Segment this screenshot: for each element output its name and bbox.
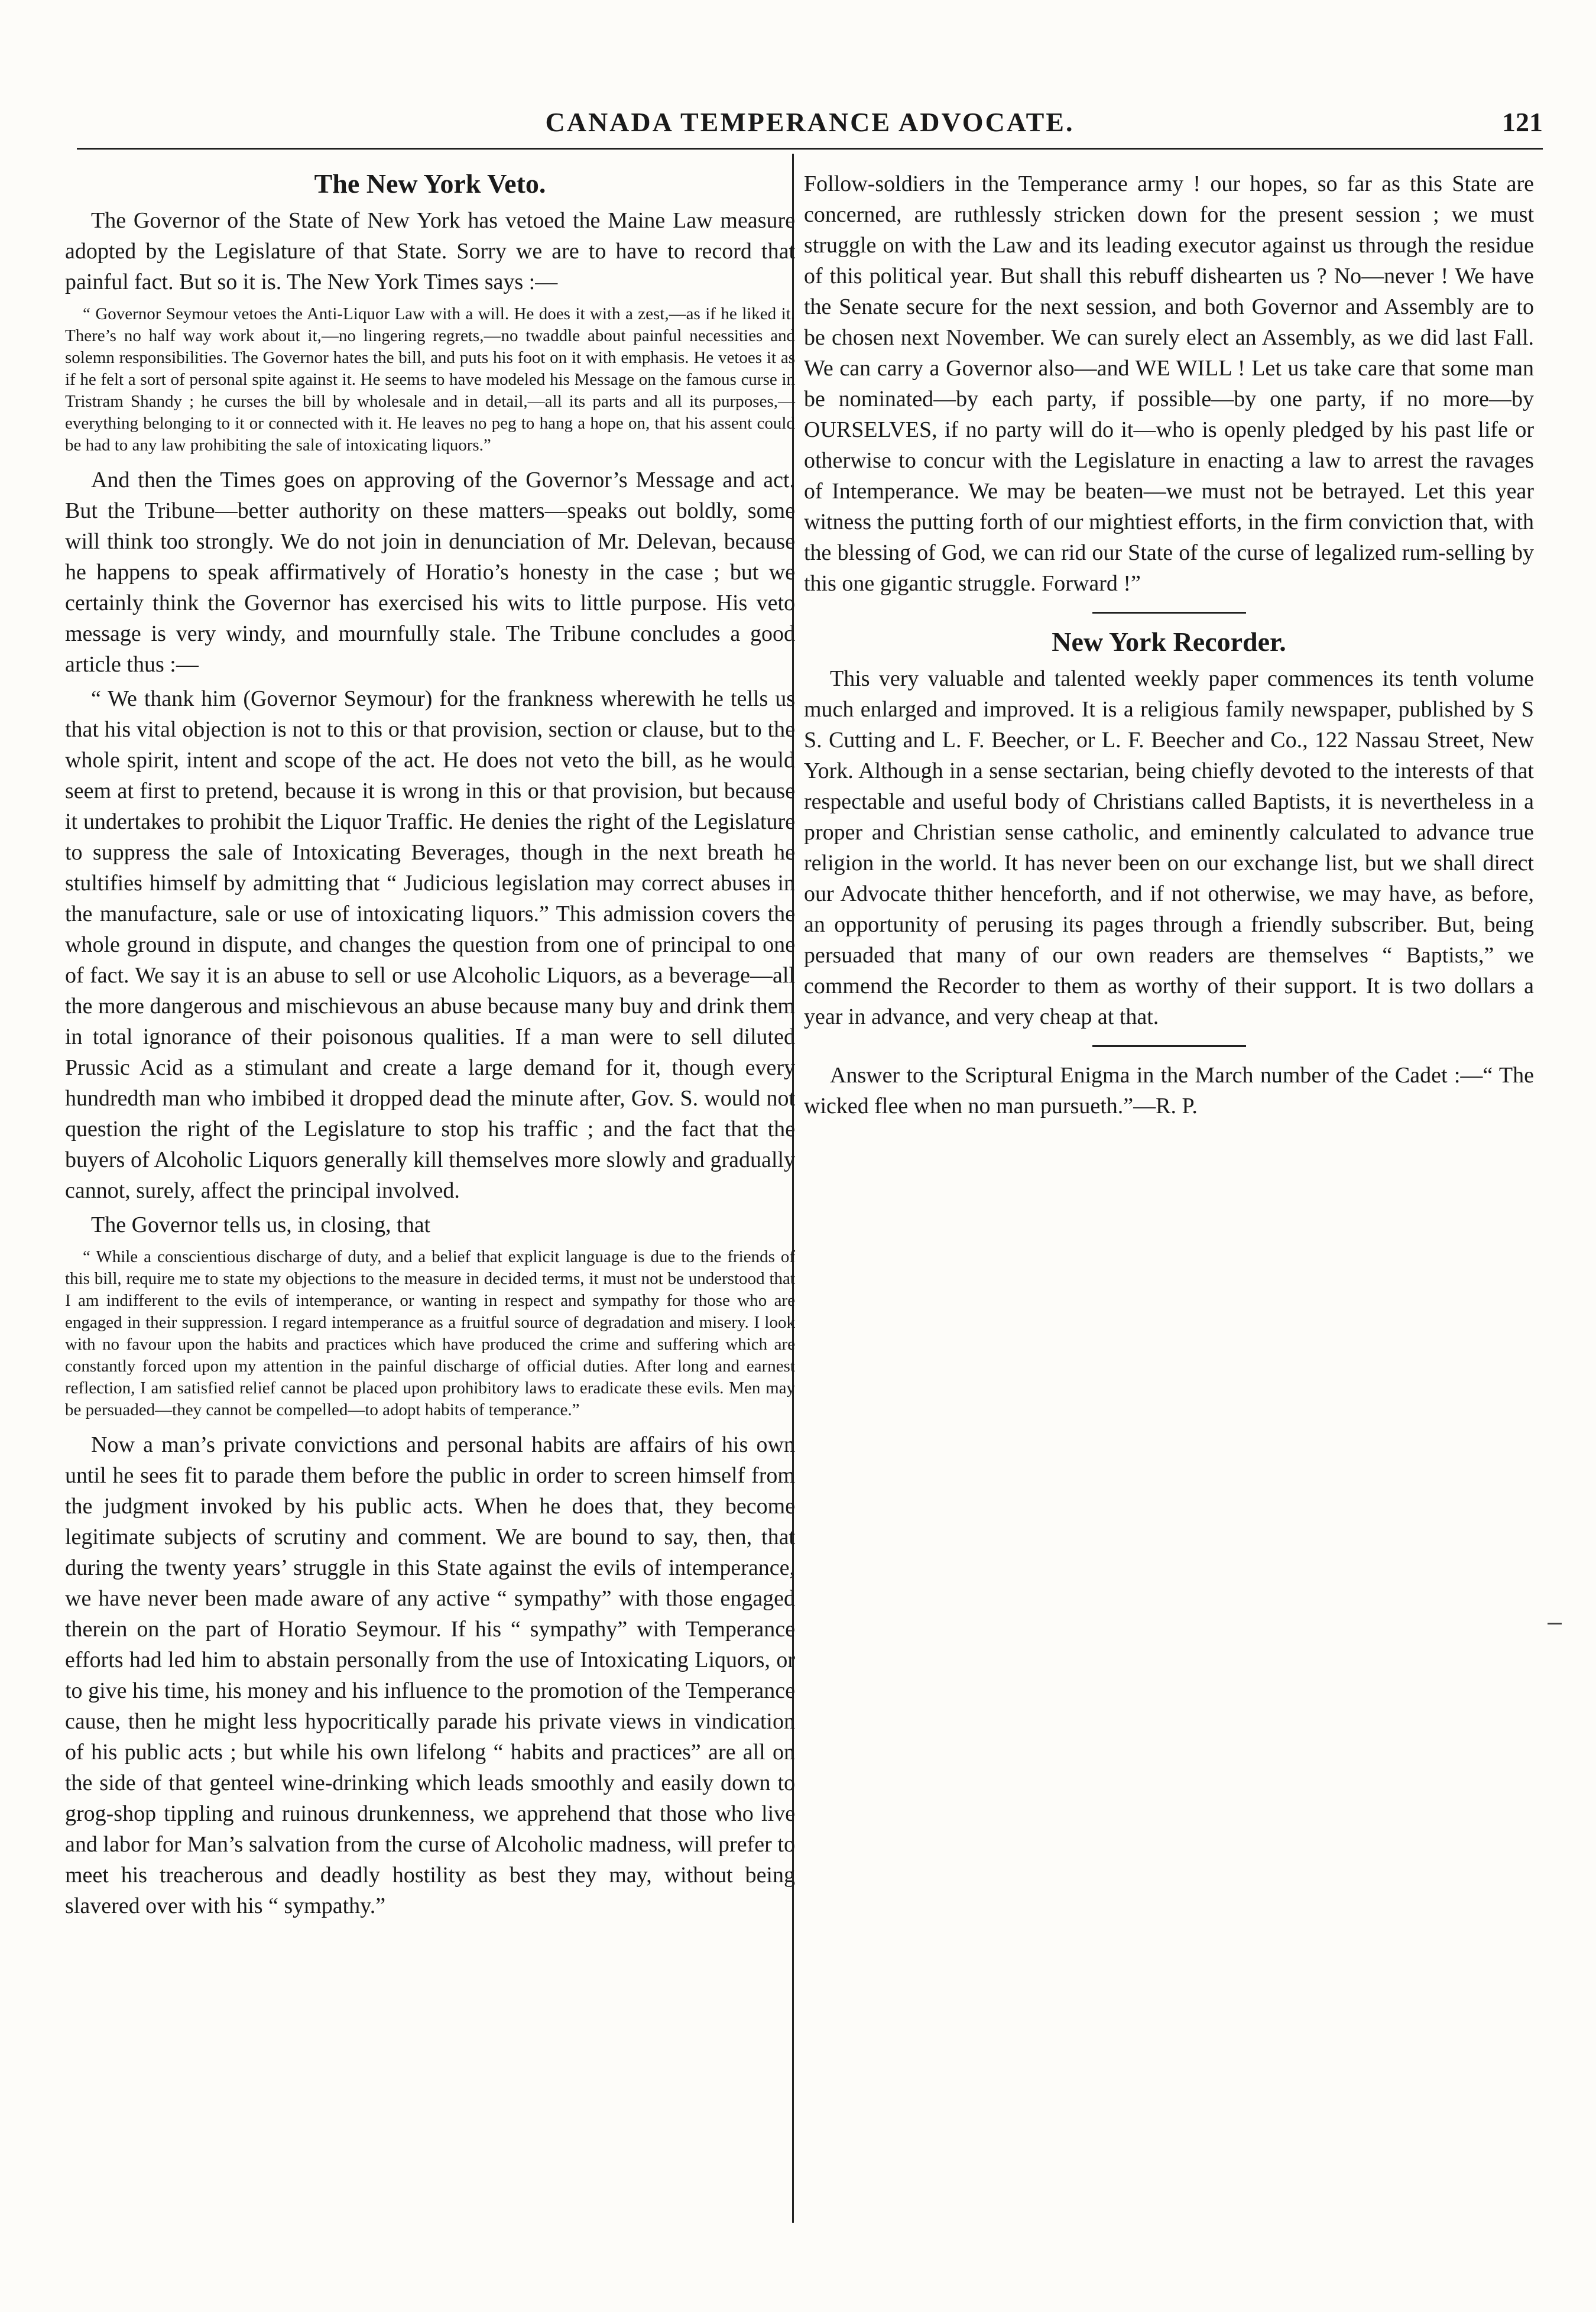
running-title: CANADA TEMPERANCE ADVOCATE.: [545, 107, 1075, 137]
paragraph: Answer to the Scriptural Enigma in the March number of the Cadet :—“ The wicked flee when no man pursueth.”—R. P.: [804, 1063, 1534, 1118]
left-column: [65, 168, 795, 1925]
paragraph: Follow-soldiers in the Temperance army ! our hopes, so far as this State are concerned, are ruthlessly stricken down for the present session ; we must struggle on with the Law and its leading executor against us through the residue of this political year. But shall this rebuff dishearten us ? No—never ! We have the Senate secure for the next session, and both Governor and Assembly are to be chosen next November. We can surely elect an Assembly, as we did last Fall. We can carry a Governor also—and WE WILL ! Let us take care that some man be nominated—by each party, if possible—by one party, if no more—by OURSELVES, if no party will do it—who is openly pledged by his past life or otherwise to concur with the Legislature in enacting a law to arrest the ravages of Intemperance. We may be beaten—we must not be betrayed. Let this year witness the putting forth of our mightiest efforts, in the firm conviction that, with the blessing of God, we can rid our State of the curse of legalized rum-selling by this one gigantic struggle. Forward !”: [804, 171, 1534, 596]
block-quote: “ While a conscientious discharge of duty, and a belief that explicit language is due to the friends of this bill, require me to state my objections to the measure in decided terms, it must not be understood that I am indifferent to the evils of intemperance, or wanting in respect and sympathy for those who are engaged in their suppression. I regard intemperance as a fruitful source of degradation and misery. I look with no favour upon the habits and practices which have produced the crime and suffering which are constantly forced upon my attention in the painful discharge of official duties. After long and earnest reflection, I am satisfied relief cannot be placed upon prohibitory laws to eradicate these evils. Men may be persuaded—they cannot be compelled—to adopt habits of temperance.”: [65, 1247, 795, 1419]
paragraph: The Governor tells us, in closing, that: [91, 1212, 431, 1237]
page-number: 121: [1502, 107, 1543, 137]
section-rule: [1092, 1045, 1246, 1047]
paragraph: The Governor of the State of New York has vetoed the Maine Law measure adopted by the Legislature of that State. Sorry we are to have to record that painful fact. But so it is. The New York Times says :—: [65, 208, 795, 294]
paragraph: This very valuable and talented weekly paper commences its tenth volume much enlarged and improved. It is a religious family newspaper, published by S S. Cutting and L. F. Beecher, or L. F. Beecher and Co., 122 Nassau Street, New York. Although in a sense sectarian, being chiefly devoted to the interests of that respectable and useful body of Christians called Baptists, it is nevertheless in a proper and Christian sense catholic, and eminently calculated to advance true religion in the world. It has never been on our exchange list, but we shall direct our Advocate thither henceforth, and if not otherwise, we may have, as before, an opportunity of perusing its pages through a friendly subscriber. But, being persuaded that many of our own readers are themselves “ Baptists,” we commend the Recorder to them as worthy of their support. It is two dollars a year in advance, and very cheap at that.: [804, 666, 1534, 1029]
paragraph: Now a man’s private convictions and personal habits are affairs of his own until he sees fit to parade them before the public in order to screen himself from the judgment invoked by his public acts. When he does that, they become legitimate subjects of scrutiny and comment. We are bound to say, then, that during the twenty years’ struggle in this State against the evils of intemperance, we have never been made aware of any active “ sympathy” with those engaged therein on the part of Horatio Seymour. If his “ sympathy” with Temperance efforts had led him to abstain personally from the use of Intoxicating Liquors, or to give his time, his money and his influence to the promotion of the Temperance cause, then he might less hypocritically parade his private views in vindication of his public acts ; but while his own lifelong “ habits and practices” are all on the side of that genteel wine-drinking which leads smoothly and easily down to grog-shop tippling and ruinous drunkenness, we apprehend that those who live and labor for Man’s salvation from the curse of Alcoholic madness, will prefer to meet his treacherous and deadly hostility as best they may, without being slavered over with his “ sympathy.”: [65, 1432, 795, 1918]
section-rule: [1092, 612, 1246, 614]
article-title-veto: The New York Veto.: [314, 168, 546, 199]
paragraph: And then the Times goes on approving of the Governor’s Message and act. But the Tribune—better authority on these matters—speaks out boldly, some will think too strongly. We do not join in denunciation of Mr. Delevan, because he happens to speak affirmatively of Horatio’s honesty in the case ; but we certainly think the Governor has exercised his wits to little purpose. His veto message is very windy, and mournfully stale. The Tribune concludes a good article thus :—: [65, 468, 795, 677]
article-title-recorder: New York Recorder.: [1052, 627, 1286, 657]
paragraph: “ We thank him (Governor Seymour) for the frankness wherewith he tells us that his vital objection is not to this or that provision, section or clause, but to the whole spirit, intent and scope of the act. He does not veto the bill, as he would seem at first to pretend, because it is wrong in this or that provision, but because it undertakes to prohibit the Liquor Traffic. He denies the right of the Legislature to suppress the sale of Intoxicating Beverages, though in the next breath he stultifies himself by admitting that “ Judicious legislation may correct abuses in the manufacture, sale or use of intoxicating liquors.” This admission covers the whole ground in dispute, and changes the question from one of principal to one of fact. We say it is an abuse to sell or use Alcoholic Liquors, as a beverage—all the more dangerous and mischievous an abuse because many buy and drink them in total ignorance of their poisonous qualities. If a man were to sell diluted Prussic Acid as a stimulant and create a large demand for it, though every hundredth man who imbibed it dropped dead the minute after, Gov. S. would not question the right of the Legislature to stop his traffic ; and the fact that the buyers of Alcoholic Liquors generally kill themselves more slowly and gradually cannot, surely, affect the principal involved.: [65, 686, 795, 1203]
page-header: [77, 106, 1543, 150]
block-quote: “ Governor Seymour vetoes the Anti-Liquor Law with a will. He does it with a zest,—as if he liked it. There’s no half way work about it,—no lingering regrets,—no twaddle about painful necessities and solemn responsibilities. The Governor hates the bill, and puts his foot on it with emphasis. He vetoes it as if he felt a sort of personal spite against it. He seems to have modeled his Message on the famous curse in Tristram Shandy ; he curses the bill by wholesale and in detail,—all its parts and all its purposes,—everything belonging to it or connected with it. He leaves no peg to hang a hope on, that his assent could be had to any law prohibiting the sale of intoxicating liquors.”: [65, 304, 795, 455]
right-column: [804, 168, 1534, 1125]
margin-mark: [1548, 1623, 1562, 1624]
